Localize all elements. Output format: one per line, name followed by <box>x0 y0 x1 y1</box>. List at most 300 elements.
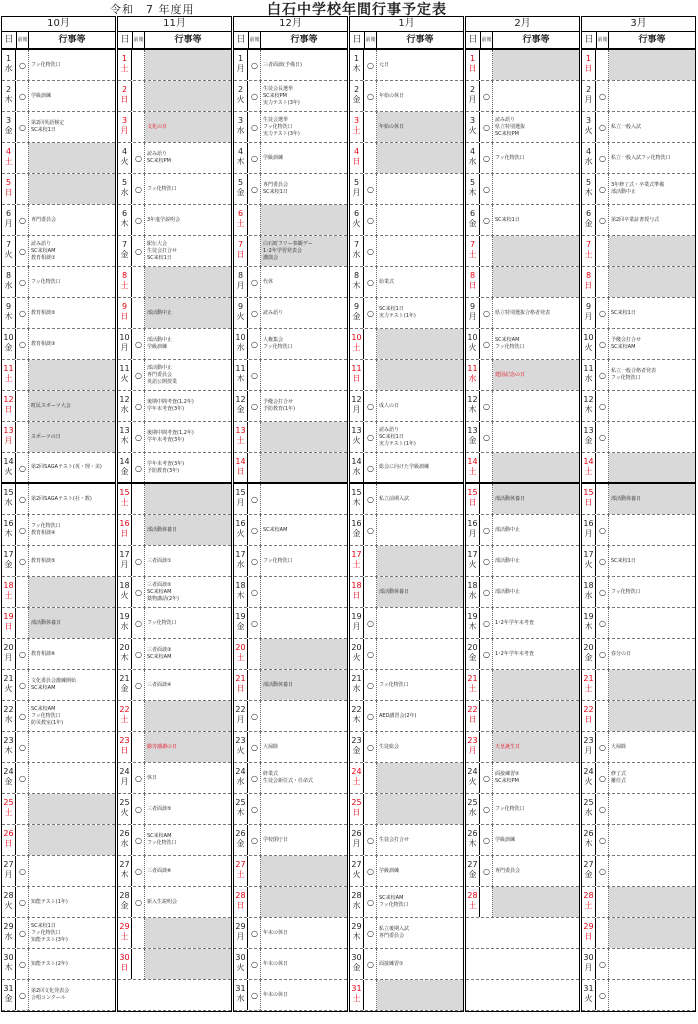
event-text: 面接練習② <box>495 771 520 777</box>
day-cell <box>2 391 16 421</box>
event-cell <box>145 763 231 793</box>
day-number: 13 <box>583 426 594 435</box>
attendance-cell <box>17 391 29 421</box>
event-cell <box>29 608 115 638</box>
day-cell <box>466 298 480 328</box>
day-number: 23 <box>351 736 362 745</box>
weekday-label: 水 <box>236 126 245 135</box>
attendance-cell: ○ <box>17 50 29 80</box>
event-cell <box>493 81 579 111</box>
event-text: SC来校AM <box>147 654 172 660</box>
event-text: SC来校AM <box>31 705 56 712</box>
day-row <box>350 422 463 453</box>
day-cell <box>234 980 248 1010</box>
month-name: 11月 <box>118 17 231 32</box>
day-number: 7 <box>353 240 360 249</box>
weekday-label: 水 <box>352 250 361 259</box>
weekday-label: 月 <box>468 529 477 538</box>
day-cell <box>350 763 364 793</box>
day-number: 28 <box>235 891 246 900</box>
weekday-label: 水 <box>120 405 129 414</box>
day-number: 20 <box>583 643 594 652</box>
attendance-cell <box>597 701 609 731</box>
event-text: 部活動中止 <box>147 309 173 316</box>
event-cell <box>493 112 579 142</box>
day-number: 11 <box>467 364 478 373</box>
event-cell <box>609 112 695 142</box>
event-text: SC来校1日 <box>31 922 56 929</box>
attendance-cell: ○ <box>17 887 29 917</box>
day-cell <box>118 763 132 793</box>
event-cell <box>261 949 347 979</box>
event-text: 三者面談② <box>147 581 172 588</box>
attendance-cell: ○ <box>481 546 493 576</box>
day-number: 6 <box>237 209 244 218</box>
weekday-label: 火 <box>468 343 477 352</box>
attendance-cell: ○ <box>365 918 377 948</box>
event-text: 始業式 <box>379 278 395 285</box>
day-row <box>234 112 347 143</box>
attendance-cell: ○ <box>133 670 145 700</box>
event-cell <box>29 422 115 452</box>
event-cell <box>609 267 695 297</box>
event-text: 部活動中止 <box>147 364 173 371</box>
attendance-cell: ○ <box>597 608 609 638</box>
attendance-cell: ○ <box>365 174 377 204</box>
day-cell <box>350 670 364 700</box>
day-cell <box>2 267 16 297</box>
day-cell <box>582 515 596 545</box>
attendance-cell <box>481 267 493 297</box>
day-cell <box>234 422 248 452</box>
event-cell <box>261 639 347 669</box>
attendance-cell: ○ <box>17 484 29 514</box>
day-row <box>234 701 347 732</box>
day-number: 13 <box>119 426 130 435</box>
event-cell <box>493 391 579 421</box>
attendance-cell: ○ <box>249 918 261 948</box>
event-cell <box>261 453 347 482</box>
month-column <box>465 16 580 1012</box>
event-cell <box>377 949 463 979</box>
month-column <box>581 16 696 1012</box>
event-cell <box>609 205 695 235</box>
day-cell <box>582 670 596 700</box>
event-cell <box>29 794 115 824</box>
weekday-label: 水 <box>120 188 129 197</box>
event-text: SC来校AM <box>31 685 56 691</box>
event-text: 天皇誕生日 <box>495 743 521 750</box>
weekday-label: 金 <box>4 126 13 135</box>
weekday-label: 木 <box>468 188 477 197</box>
day-number: 8 <box>469 271 476 280</box>
event-text: SC来校1日 <box>379 433 404 440</box>
event-cell <box>377 918 463 948</box>
day-row <box>350 670 463 701</box>
event-text: 合唱コンクール <box>31 995 66 1001</box>
day-row <box>234 143 347 174</box>
day-cell <box>466 329 480 359</box>
day-number: 10 <box>3 333 14 342</box>
day-number: 18 <box>119 581 130 590</box>
day-row <box>582 763 695 794</box>
event-cell <box>29 980 115 1010</box>
weekday-label: 月 <box>352 622 361 631</box>
day-row <box>234 825 347 856</box>
day-cell <box>118 949 132 979</box>
day-cell <box>234 887 248 917</box>
weekday-label: 木 <box>236 374 245 383</box>
event-text: 成人の日 <box>379 402 400 409</box>
day-number: 23 <box>583 736 594 745</box>
day-row <box>234 50 347 81</box>
event-cell <box>377 732 463 762</box>
weekday-label: 金 <box>236 622 245 631</box>
day-cell <box>466 701 480 731</box>
day-cell <box>466 577 480 607</box>
attendance-cell: ○ <box>133 329 145 359</box>
weekday-label: 火 <box>584 994 593 1003</box>
day-cell <box>2 980 16 1010</box>
day-cell <box>466 360 480 390</box>
weekday-label: 水 <box>4 498 13 507</box>
event-cell <box>377 422 463 452</box>
attendance-cell: ○ <box>249 360 261 390</box>
day-number: 15 <box>3 488 14 497</box>
event-cell <box>493 577 579 607</box>
event-cell <box>145 236 231 266</box>
day-row <box>118 267 231 298</box>
attendance-cell <box>481 701 493 731</box>
day-cell <box>350 918 364 948</box>
day-row <box>2 360 115 391</box>
day-row <box>234 453 347 484</box>
day-number: 4 <box>585 147 592 156</box>
attendance-cell: ○ <box>133 794 145 824</box>
event-cell <box>609 825 695 855</box>
day-row <box>118 608 231 639</box>
attendance-cell: ○ <box>597 515 609 545</box>
day-number: 24 <box>351 767 362 776</box>
attendance-cell <box>17 825 29 855</box>
month-name: 2月 <box>466 17 579 32</box>
day-number: 28 <box>119 891 130 900</box>
day-row <box>350 856 463 887</box>
day-number: 19 <box>351 612 362 621</box>
day-row <box>466 174 579 205</box>
attendance-cell <box>249 856 261 886</box>
day-number: 13 <box>351 426 362 435</box>
weekday-label: 火 <box>236 746 245 755</box>
day-cell <box>118 484 132 514</box>
attendance-cell: ○ <box>481 112 493 142</box>
weekday-label: 日 <box>120 95 129 104</box>
day-cell <box>350 422 364 452</box>
day-number: 7 <box>121 240 128 249</box>
event-text: 私立一般入試フッ化物洗口 <box>611 154 671 161</box>
day-cell <box>2 484 16 514</box>
day-number: 19 <box>3 612 14 621</box>
event-cell <box>493 856 579 886</box>
attendance-cell: ○ <box>17 236 29 266</box>
event-cell <box>29 81 115 111</box>
weekday-label: 土 <box>468 250 477 259</box>
day-cell <box>466 546 480 576</box>
header-attendance: 前後 <box>481 32 493 48</box>
weekday-label: 金 <box>584 653 593 662</box>
day-number: 18 <box>3 581 14 590</box>
day-number: 9 <box>237 302 244 311</box>
event-text: 三者面談⑥ <box>147 867 172 874</box>
day-row <box>2 887 115 918</box>
event-text: 休日 <box>147 774 158 781</box>
day-number: 29 <box>235 922 246 931</box>
attendance-cell: ○ <box>17 856 29 886</box>
day-row <box>350 825 463 856</box>
day-number: 28 <box>351 891 362 900</box>
day-number: 6 <box>353 209 360 218</box>
event-cell <box>377 670 463 700</box>
day-cell <box>118 298 132 328</box>
column-header <box>350 32 463 50</box>
attendance-cell <box>133 50 145 80</box>
weekday-label: 火 <box>236 963 245 972</box>
day-row <box>466 639 579 670</box>
event-text: 専門委員会 <box>379 933 405 939</box>
attendance-cell: ○ <box>17 670 29 700</box>
day-number: 9 <box>585 302 592 311</box>
month-column <box>1 16 116 1012</box>
event-cell <box>493 236 579 266</box>
event-cell <box>261 546 347 576</box>
month-column <box>117 16 232 1012</box>
day-number: 21 <box>235 674 246 683</box>
day-number: 9 <box>353 302 360 311</box>
attendance-cell <box>249 670 261 700</box>
attendance-cell: ○ <box>133 236 145 266</box>
day-row <box>234 856 347 887</box>
attendance-cell <box>597 267 609 297</box>
day-row <box>350 143 463 174</box>
day-cell <box>234 205 248 235</box>
event-text: 年始の休日 <box>379 123 405 130</box>
day-cell <box>2 887 16 917</box>
day-cell <box>466 391 480 421</box>
day-number: 31 <box>583 984 594 993</box>
day-row <box>466 887 579 918</box>
day-row <box>582 639 695 670</box>
column-header <box>582 32 695 50</box>
weekday-label: 金 <box>468 436 477 445</box>
event-cell <box>261 608 347 638</box>
event-cell <box>261 918 347 948</box>
day-number: 21 <box>3 674 14 683</box>
attendance-cell: ○ <box>133 174 145 204</box>
attendance-cell <box>133 267 145 297</box>
day-row <box>234 267 347 298</box>
event-text: 建国記念の日 <box>495 371 526 378</box>
day-number: 1 <box>469 54 476 63</box>
event-text: 文化の日 <box>147 123 168 130</box>
day-row <box>118 391 231 422</box>
day-cell <box>466 763 480 793</box>
event-cell <box>29 918 115 948</box>
day-cell <box>234 763 248 793</box>
weekday-label: 火 <box>4 250 13 259</box>
day-row <box>118 298 231 329</box>
event-cell <box>377 143 463 173</box>
attendance-cell: ○ <box>597 980 609 1010</box>
weekday-label: 月 <box>120 560 129 569</box>
day-row <box>466 794 579 825</box>
event-cell <box>145 112 231 142</box>
day-number: 30 <box>119 953 130 962</box>
day-row <box>118 887 231 918</box>
event-text: 後期中間考査(1,2年) <box>147 399 194 405</box>
day-cell <box>234 453 248 482</box>
day-row <box>2 391 115 422</box>
day-cell <box>350 794 364 824</box>
day-row <box>466 577 579 608</box>
day-row <box>350 546 463 577</box>
header-day: 日 <box>2 32 17 48</box>
attendance-cell: ○ <box>249 949 261 979</box>
day-cell <box>2 143 16 173</box>
day-cell <box>118 856 132 886</box>
day-row <box>582 980 695 1011</box>
day-number: 29 <box>583 922 594 931</box>
day-cell <box>118 887 132 917</box>
day-number: 26 <box>235 829 246 838</box>
weekday-label: 日 <box>468 498 477 507</box>
day-number: 15 <box>467 488 478 497</box>
event-text: フッ化物洗口 <box>147 185 177 192</box>
day-cell <box>582 949 596 979</box>
event-text: SC来校1日 <box>611 557 636 564</box>
event-text: 知能テスト(1年) <box>31 898 68 905</box>
event-cell <box>377 515 463 545</box>
day-number: 1 <box>121 54 128 63</box>
day-row <box>466 546 579 577</box>
attendance-cell <box>17 608 29 638</box>
day-cell <box>118 205 132 235</box>
event-text: SC来校1日 <box>147 254 172 261</box>
event-cell <box>29 639 115 669</box>
attendance-cell: ○ <box>481 856 493 886</box>
day-cell <box>234 391 248 421</box>
day-cell <box>350 546 364 576</box>
day-cell <box>582 81 596 111</box>
event-text: AED講習会(2年) <box>379 712 417 719</box>
day-row <box>582 825 695 856</box>
day-cell <box>582 577 596 607</box>
event-cell <box>377 298 463 328</box>
event-cell <box>261 670 347 700</box>
event-text: 実力テスト(3年) <box>263 130 300 137</box>
weekday-label: 土 <box>4 374 13 383</box>
page-title: 白石中学校年間行事予定表 <box>267 2 447 18</box>
event-cell <box>29 484 115 514</box>
day-row <box>2 546 115 577</box>
day-cell <box>118 453 132 482</box>
attendance-cell: ○ <box>481 329 493 359</box>
day-cell <box>2 329 16 359</box>
day-cell <box>234 732 248 762</box>
day-cell <box>2 546 16 576</box>
day-cell <box>2 639 16 669</box>
day-cell <box>350 701 364 731</box>
day-row <box>2 763 115 794</box>
day-row <box>582 50 695 81</box>
event-cell <box>261 143 347 173</box>
event-text: 部活動休養日 <box>147 526 178 533</box>
day-number: 3 <box>353 116 360 125</box>
day-cell <box>234 174 248 204</box>
day-cell <box>2 205 16 235</box>
day-row <box>2 267 115 298</box>
day-cell <box>234 608 248 638</box>
event-text: 予防教育(3年) <box>147 467 180 474</box>
day-row <box>118 360 231 391</box>
day-number: 22 <box>467 705 478 714</box>
attendance-cell <box>481 360 493 390</box>
column-header <box>2 32 115 50</box>
attendance-cell: ○ <box>597 81 609 111</box>
day-cell <box>2 918 16 948</box>
day-cell <box>2 732 16 762</box>
weekday-label: 月 <box>584 963 593 972</box>
event-cell <box>377 205 463 235</box>
day-row <box>350 918 463 949</box>
day-cell <box>118 732 132 762</box>
event-cell <box>261 360 347 390</box>
event-cell <box>609 794 695 824</box>
weekday-label: 土 <box>120 64 129 73</box>
attendance-cell: ○ <box>17 918 29 948</box>
day-row <box>582 205 695 236</box>
event-text: フッ化物洗口 <box>31 929 61 936</box>
weekday-label: 木 <box>584 405 593 414</box>
weekday-label: 水 <box>236 994 245 1003</box>
weekday-label: 月 <box>120 343 129 352</box>
day-number: 14 <box>119 457 130 466</box>
event-cell <box>493 360 579 390</box>
day-row <box>2 856 115 887</box>
day-row <box>466 267 579 298</box>
event-cell <box>609 608 695 638</box>
day-cell <box>350 515 364 545</box>
attendance-cell: ○ <box>133 856 145 886</box>
day-cell <box>582 267 596 297</box>
weekday-label: 火 <box>352 653 361 662</box>
day-number: 18 <box>583 581 594 590</box>
day-row <box>234 546 347 577</box>
attendance-cell: ○ <box>481 81 493 111</box>
day-cell <box>466 81 480 111</box>
weekday-label: 金 <box>120 250 129 259</box>
day-number: 19 <box>467 612 478 621</box>
day-row <box>466 112 579 143</box>
day-number: 3 <box>585 116 592 125</box>
event-cell <box>493 546 579 576</box>
attendance-cell: ○ <box>597 174 609 204</box>
day-row <box>350 50 463 81</box>
weekday-label: 金 <box>468 653 477 662</box>
day-row <box>582 794 695 825</box>
day-cell <box>234 360 248 390</box>
day-cell <box>2 50 16 80</box>
day-row <box>466 143 579 174</box>
